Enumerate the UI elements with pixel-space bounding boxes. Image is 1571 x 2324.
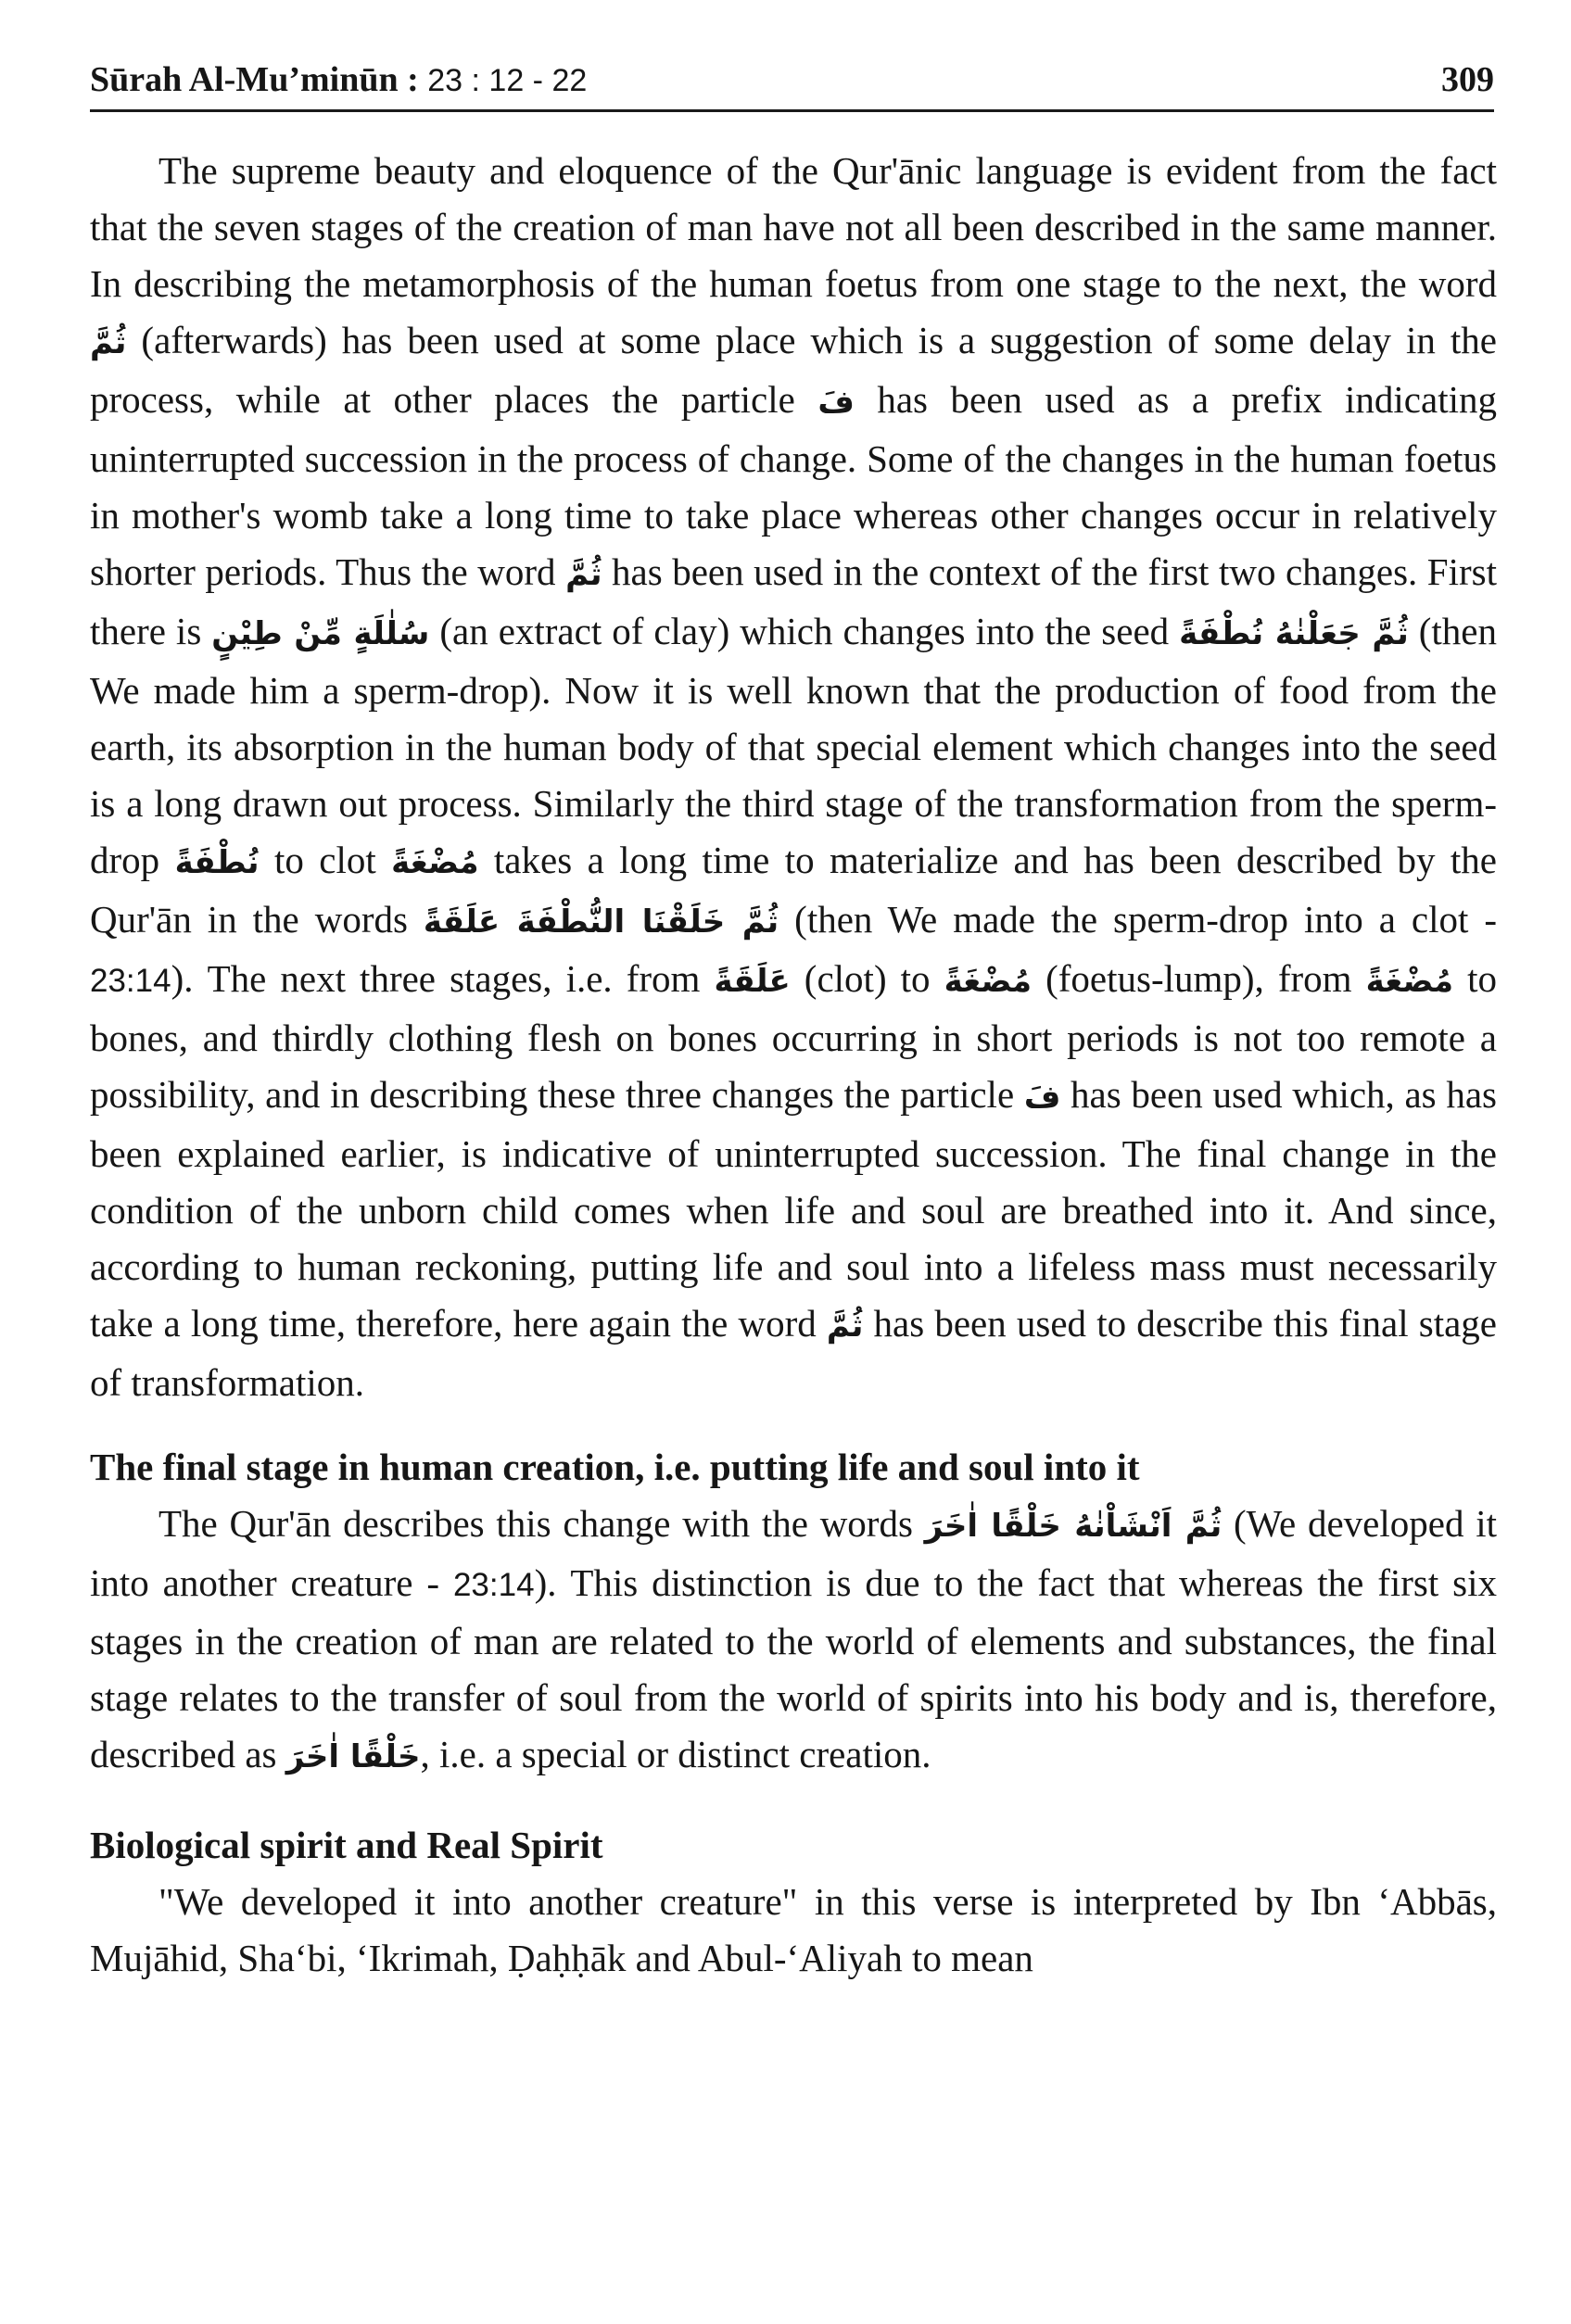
- arabic-term: مُضْغَةً: [391, 844, 479, 881]
- running-header: [90, 59, 1494, 112]
- paragraph-final-stage: [90, 1496, 1497, 1786]
- arabic-term: ثُمَّ: [90, 324, 127, 361]
- paragraph-seven-stages: [90, 143, 1497, 1411]
- section-spacer: [90, 1411, 1497, 1439]
- text-run: (afterwards) has been used at some place which is a suggestion of some delay in the process, while at other places the particle: [90, 319, 1497, 421]
- text-run: has been used as a prefix indicating uninterrupted succession in the process of change. Some of the changes in the human foetus in mother's womb take a long time to take place whereas other changes occur in relatively shorter periods. Thus the word: [90, 378, 1497, 593]
- arabic-term: فَ: [1023, 1079, 1061, 1116]
- section-heading-final-stage: The final stage in human creation, i.e. putting life and soul into it: [90, 1446, 1140, 1488]
- arabic-term: ثُمَّ جَعَلْنٰهُ نُطْفَةً: [1179, 615, 1409, 652]
- running-title: [90, 59, 587, 100]
- arabic-term: فَ: [817, 384, 855, 421]
- arabic-term: مُضْغَةً: [944, 963, 1033, 1000]
- text-run: has been used to describe this final stage of transformation.: [90, 1302, 1497, 1404]
- text-run: (then We made the sperm-drop into a clot -: [779, 898, 1497, 941]
- text-run: The supreme beauty and eloquence of the Qur'ānic language is evident from the fact that the seven stages of the creation of man have not all been described in the same manner. In describing the metamorphosis of the human foetus from one stage to the next, the word: [90, 149, 1497, 305]
- section-spacer: [90, 1786, 1497, 1817]
- text-run: has been used in the context of the first two changes. First there is: [90, 550, 1497, 652]
- text-run: has been used which, as has been explained earlier, is indicative of uninterrupted succession. The final change in the condition of the unborn child comes when life and soul are breathed into it. And since, according to human reckoning, putting life and soul into a lifeless mass must necessarily take a long time, therefore, here again the word: [90, 1073, 1497, 1345]
- arabic-term: عَلَقَةً: [714, 963, 791, 1000]
- verse-citation: 23:14: [90, 963, 171, 999]
- surah-title: Sūrah Al-Mu’minūn :: [90, 60, 428, 99]
- text-run: (We developed it into another creature -: [90, 1502, 1497, 1604]
- arabic-term: ثُمَّ اَنْشَاْنٰهُ خَلْقًا اٰخَرَ: [924, 1508, 1223, 1545]
- section-heading-biological-spirit: Biological spirit and Real Spirit: [90, 1824, 603, 1866]
- text-run: , i.e. a special or distinct creation.: [420, 1733, 931, 1775]
- page-number: 309: [1441, 60, 1494, 99]
- arabic-term: ثُمَّ: [826, 1307, 864, 1345]
- arabic-term: ثُمَّ خَلَقْنَا النُّطْفَةَ عَلَقَةً: [423, 903, 779, 941]
- text-run: The Qur'ān describes this change with the words: [158, 1502, 925, 1545]
- text-run: takes a long time to materialize and has been described by the Qur'ān in the words: [90, 839, 1497, 941]
- page-body: [90, 143, 1497, 1987]
- arabic-term: ثُمَّ: [565, 556, 602, 593]
- text-run: ). The next three stages, i.e. from: [171, 957, 715, 1000]
- verse-citation: 23:14: [452, 1567, 535, 1603]
- text-run: ). This distinction is due to the fact that whereas the first six stages in the creation of man are related to the world of elements and substances, the final stage relates to the transfer of soul from the world of spirits into his body and is, therefore, described as: [90, 1561, 1497, 1775]
- arabic-term: خَلْقًا اٰخَرَ: [285, 1738, 421, 1775]
- arabic-term: مُضْغَةً: [1365, 963, 1454, 1000]
- text-run: (foetus-lump), from: [1032, 957, 1366, 1000]
- text-run: (an extract of clay) which changes into the seed: [429, 610, 1180, 652]
- verse-range: 23 : 12 - 22: [427, 63, 588, 98]
- arabic-term: سُلٰلَةٍ مِّنْ طِيْنٍ: [211, 615, 430, 652]
- text-run: "We developed it into another creature" in this verse is interpreted by Ibn ‘Abbās, Mujāhid, Sha‘bi, ‘Ikrimah, Ḍaḥḥāk and Abul-‘Aliyah to mean: [90, 1880, 1497, 1979]
- paragraph-interpretation: [90, 1874, 1497, 1987]
- arabic-term: نُطْفَةً: [174, 844, 260, 881]
- text-run: (then We made him a sperm-drop). Now it is well known that the production of food from the earth, its absorption in the human body of that special element which changes into the seed is a long drawn out process. Similarly the third stage of the transformation from the sperm-drop: [90, 610, 1498, 881]
- text-run: (clot) to: [790, 957, 944, 1000]
- text-run: to bones, and thirdly clothing flesh on bones occurring in short periods is not too remote a possibility, and in describing these three changes the particle: [90, 957, 1497, 1116]
- text-run: to clot: [259, 839, 392, 881]
